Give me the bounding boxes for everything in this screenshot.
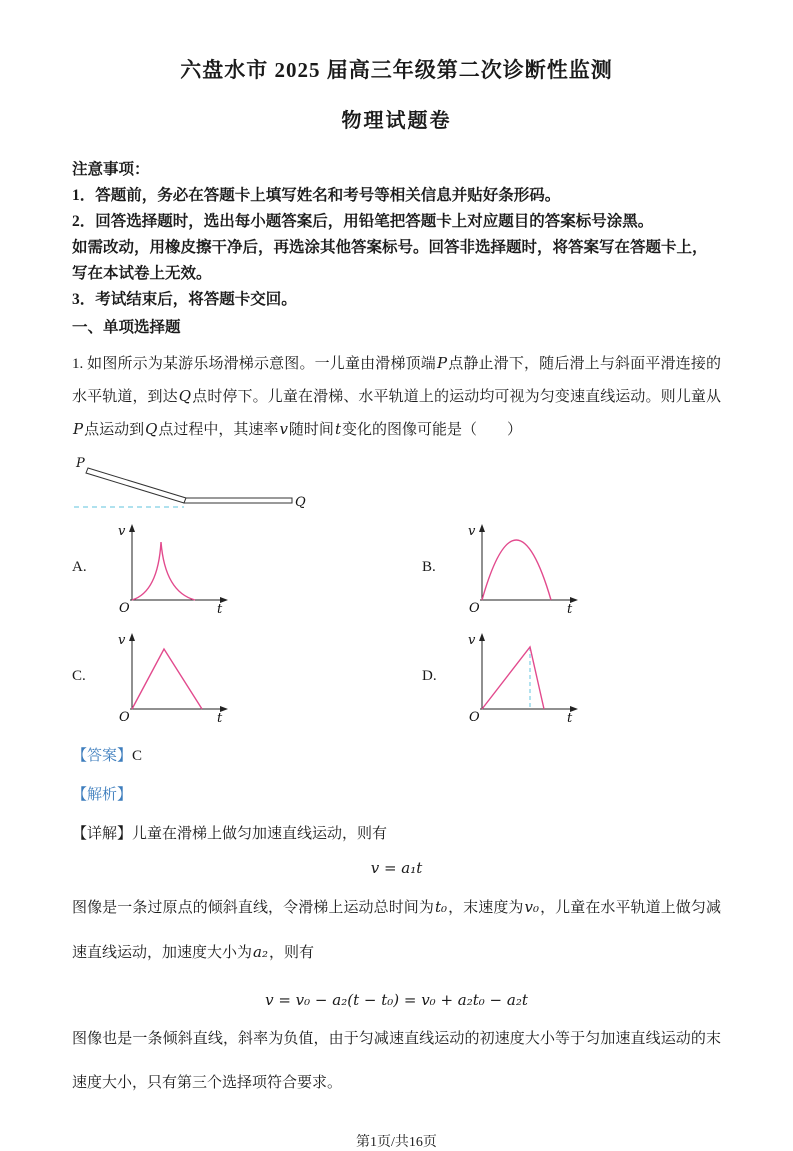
v-axis-label: v bbox=[468, 633, 476, 648]
question-text-part: 点时停下。儿童在滑梯、水平轨道上的运动均可视为匀变速直线运动。则儿童从 bbox=[192, 389, 721, 405]
notice-heading: 注意事项： bbox=[72, 161, 150, 178]
variable-p: P bbox=[436, 354, 448, 372]
option-b-label: B. bbox=[422, 559, 436, 575]
v-axis-label: v bbox=[468, 524, 476, 539]
option-b bbox=[422, 520, 721, 615]
page-title: 六盘水市 2025 届高三年级第二次诊断性监测 bbox=[180, 58, 613, 82]
point-p-label: P bbox=[76, 456, 85, 471]
equation-1: v = a₁t bbox=[370, 859, 423, 877]
question-text bbox=[72, 347, 721, 446]
option-b-graph bbox=[452, 520, 582, 615]
notice-item-1: 1．答题前，务必在答题卡上填写姓名和考号等相关信息并贴好条形码。 bbox=[72, 187, 561, 204]
option-d-label: D. bbox=[422, 668, 437, 684]
curve-triangle bbox=[132, 649, 202, 709]
t-axis-label: t bbox=[217, 602, 223, 615]
slide-horizontal-track bbox=[184, 498, 292, 503]
question-text-part: 点运动到 bbox=[84, 422, 145, 438]
slide-incline bbox=[86, 468, 186, 503]
explanation-paragraph-1 bbox=[72, 885, 721, 975]
notice-item-2-continued: 如需改动，用橡皮擦干净后，再选涂其他答案标号。回答非选择题时，将答案写在答题卡上，写在本试卷上无效。 bbox=[72, 239, 708, 282]
v-axis-arrow-icon bbox=[479, 633, 485, 641]
explanation-text-part: ，末速度为 bbox=[448, 900, 524, 916]
curve-rise-steep-fall bbox=[482, 647, 544, 709]
point-q-label: Q bbox=[295, 495, 306, 510]
answer-line bbox=[72, 744, 721, 765]
option-c bbox=[72, 629, 422, 724]
v-axis-label: v bbox=[118, 633, 126, 648]
variable-t0: t₀ bbox=[434, 898, 447, 916]
equation-2: v = v₀ − a₂(t − t₀) = v₀ + a₂t₀ − a₂t bbox=[265, 991, 528, 1009]
explanation-text-part: 图像是一条过原点的倾斜直线，令滑梯上运动总时间为 bbox=[72, 900, 434, 916]
variable-a2: a₂ bbox=[253, 943, 268, 961]
analysis-label: 【解析】 bbox=[72, 787, 133, 803]
question-text-part: 点静止滑下，随后滑上与斜面平滑连接的水平轨道，到达 bbox=[72, 356, 721, 405]
option-d-graph bbox=[452, 629, 582, 724]
variable-t: t bbox=[334, 420, 341, 438]
curve-cusp bbox=[132, 542, 195, 600]
detail-line bbox=[72, 822, 721, 843]
variable-p: P bbox=[73, 420, 84, 438]
answer-label: 【答案】 bbox=[72, 748, 133, 764]
option-a-label: A. bbox=[72, 559, 87, 575]
option-a-graph bbox=[102, 520, 232, 615]
question-text-part: 变化的图像可能是（ ） bbox=[341, 422, 522, 438]
variable-q: Q bbox=[145, 420, 158, 438]
explanation-text-part: ，则有 bbox=[268, 945, 314, 961]
option-a bbox=[72, 520, 422, 615]
question-text-part: 点过程中，其速率 bbox=[158, 422, 279, 438]
option-d bbox=[422, 629, 721, 724]
explanation-paragraph-2: 图像也是一条倾斜直线，斜率为负值，由于匀减速直线运动的初速度大小等于匀加速直线运动的末速度大小，只有第三个选择项符合要求。 bbox=[72, 1031, 721, 1091]
v-axis-arrow-icon bbox=[129, 633, 135, 641]
detail-text: 儿童在滑梯上做匀加速直线运动，则有 bbox=[132, 826, 388, 842]
t-axis-label: t bbox=[217, 711, 223, 724]
option-c-graph bbox=[102, 629, 232, 724]
explanation-text-part: ，儿童在水平轨道上做匀减速直线运动，加速度大小为 bbox=[72, 900, 721, 961]
question-text-part: 随时间 bbox=[288, 422, 334, 438]
origin-label: O bbox=[469, 710, 480, 724]
question-text-part: 1. 如图所示为某游乐场滑梯示意图。一儿童由滑梯顶端 bbox=[72, 356, 436, 372]
slide-diagram bbox=[74, 454, 309, 512]
options-grid bbox=[72, 520, 721, 724]
variable-q: Q bbox=[178, 387, 192, 405]
origin-label: O bbox=[119, 710, 130, 724]
notice-item-2: 2．回答选择题时，选出每小题答案后，用铅笔把答题卡上对应题目的答案标号涂黑。 bbox=[72, 213, 654, 230]
variable-v0: v₀ bbox=[524, 898, 539, 916]
variable-v: v bbox=[279, 420, 288, 438]
t-axis-label: t bbox=[567, 602, 573, 615]
analysis-line bbox=[72, 783, 721, 804]
v-axis-label: v bbox=[118, 524, 126, 539]
option-c-label: C. bbox=[72, 668, 86, 684]
curve-dome bbox=[482, 540, 551, 600]
page-subtitle: 物理试题卷 bbox=[341, 110, 452, 132]
t-axis-label: t bbox=[567, 711, 573, 724]
origin-label: O bbox=[469, 601, 480, 615]
page-number: 第1页/共16页 bbox=[356, 1135, 437, 1150]
answer-value: C bbox=[132, 748, 143, 764]
v-axis-arrow-icon bbox=[479, 524, 485, 532]
v-axis-arrow-icon bbox=[129, 524, 135, 532]
section-heading: 一、单项选择题 bbox=[72, 319, 181, 336]
notice-item-3: 3．考试结束后，将答题卡交回。 bbox=[72, 291, 297, 308]
detail-label: 【详解】 bbox=[72, 826, 133, 842]
origin-label: O bbox=[119, 601, 130, 615]
